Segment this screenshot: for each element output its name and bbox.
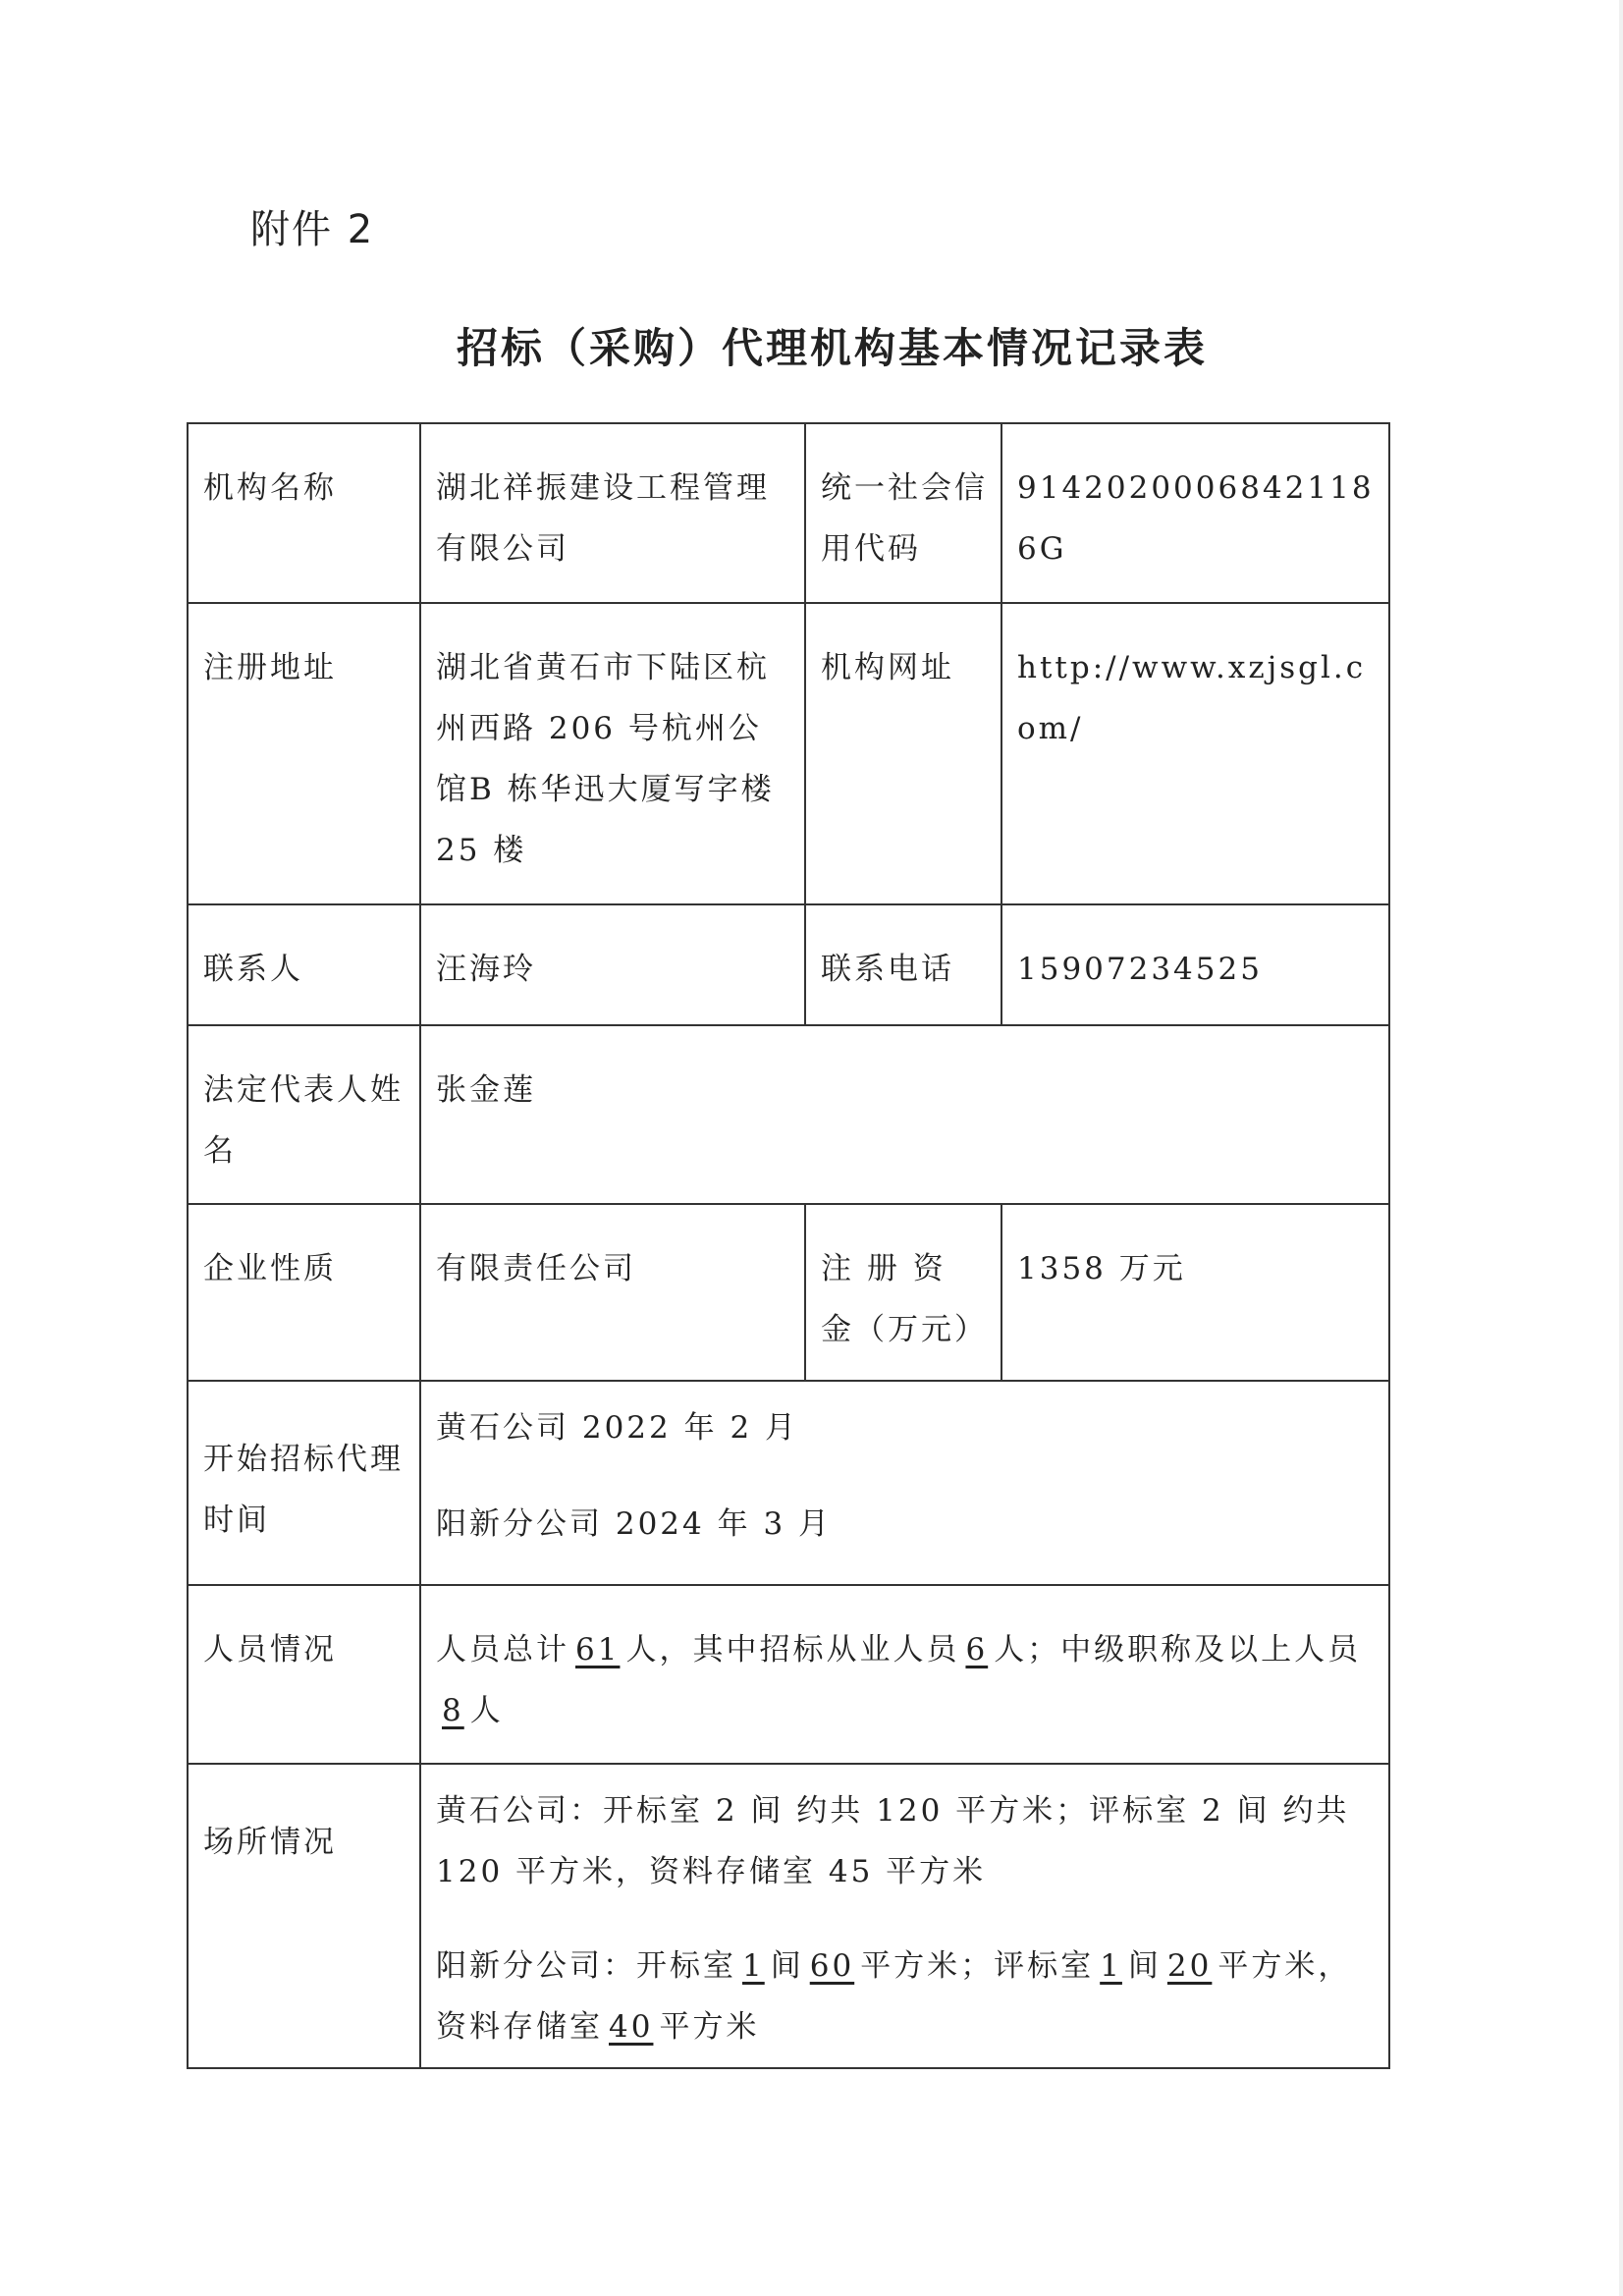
staff-total: 61 — [575, 1632, 621, 1667]
row-legal-rep — [188, 1025, 1389, 1204]
venue-yx-t2: 平方米；评标室 — [860, 1948, 1095, 1984]
label-org-name: 机构名称 — [188, 423, 420, 603]
row-address — [188, 603, 1389, 904]
venue-huangshi: 黄石公司：开标室 2 间 约共 120 平方米；评标室 2 间 约共 120 平方米，资料存储室 45 平方米 — [436, 1793, 1350, 1889]
staff-mid1: 人，其中招标从业人员 — [625, 1632, 960, 1667]
row-company-type — [188, 1204, 1389, 1381]
venue-yx-open-area: 60 — [809, 1948, 855, 1984]
attachment-label: 附件 2 — [250, 207, 375, 252]
label-phone: 联系电话 — [805, 904, 1001, 1025]
venue-yangxin — [436, 1936, 1379, 2057]
venue-yx-t1: 间 — [770, 1948, 804, 1984]
value-website: http://www.xzjsgl.com/ — [1001, 603, 1389, 904]
value-legal-rep: 张金莲 — [420, 1025, 1389, 1204]
venue-yx-eval-rooms: 1 — [1100, 1948, 1122, 1984]
staff-bidding: 6 — [965, 1632, 989, 1667]
row-contact — [188, 904, 1389, 1025]
record-table — [187, 422, 1390, 2069]
venue-yx-t3: 间 — [1127, 1948, 1162, 1984]
value-contact: 汪海玲 — [420, 904, 805, 1025]
value-phone: 15907234525 — [1001, 904, 1389, 1025]
staff-senior: 8 — [442, 1693, 464, 1728]
label-staff: 人员情况 — [188, 1585, 420, 1764]
value-company-type: 有限责任公司 — [420, 1204, 805, 1381]
start-time-yangxin: 阳新分公司 2024 年 3 月 — [436, 1506, 833, 1542]
value-start-time — [420, 1381, 1389, 1585]
staff-prefix: 人员总计 — [436, 1632, 569, 1667]
value-credit-code: 91420200068421186G — [1001, 423, 1389, 603]
scan-edge — [1619, 0, 1623, 2296]
label-venue: 场所情况 — [188, 1764, 420, 2068]
staff-suffix: 人 — [469, 1693, 504, 1728]
venue-yx-t4: 平方米，资料存储室 — [436, 1948, 1352, 2045]
label-contact: 联系人 — [188, 904, 420, 1025]
label-legal-rep: 法定代表人姓名 — [188, 1025, 420, 1204]
label-website: 机构网址 — [805, 603, 1001, 904]
start-time-huangshi: 黄石公司 2022 年 2 月 — [436, 1410, 799, 1446]
venue-yx-open-rooms: 1 — [742, 1948, 765, 1984]
venue-yx-t5: 平方米 — [659, 2009, 760, 2045]
value-venue — [420, 1764, 1389, 2068]
document-title: 招标（采购）代理机构基本情况记录表 — [457, 324, 1209, 372]
staff-mid2: 人；中级职称及以上人员 — [994, 1632, 1362, 1667]
row-venue — [188, 1764, 1389, 2068]
label-start-time: 开始招标代理时间 — [188, 1381, 420, 1585]
venue-yx-eval-area: 20 — [1166, 1948, 1213, 1984]
row-org — [188, 423, 1389, 603]
label-capital: 注 册 资 金（万元） — [805, 1204, 1001, 1381]
venue-yx-storage: 40 — [609, 2009, 654, 2045]
value-capital: 1358 万元 — [1001, 1204, 1389, 1381]
row-staff — [188, 1585, 1389, 1764]
value-org-name: 湖北祥振建设工程管理有限公司 — [420, 423, 805, 603]
label-company-type: 企业性质 — [188, 1204, 420, 1381]
row-start-time — [188, 1381, 1389, 1585]
venue-yx-prefix: 阳新分公司：开标室 — [436, 1948, 736, 1984]
value-staff — [420, 1585, 1389, 1764]
value-address: 湖北省黄石市下陆区杭州西路 206 号杭州公馆B 栋华迅大厦写字楼 25 楼 — [420, 603, 805, 904]
label-credit-code: 统一社会信用代码 — [805, 423, 1001, 603]
label-address: 注册地址 — [188, 603, 420, 904]
